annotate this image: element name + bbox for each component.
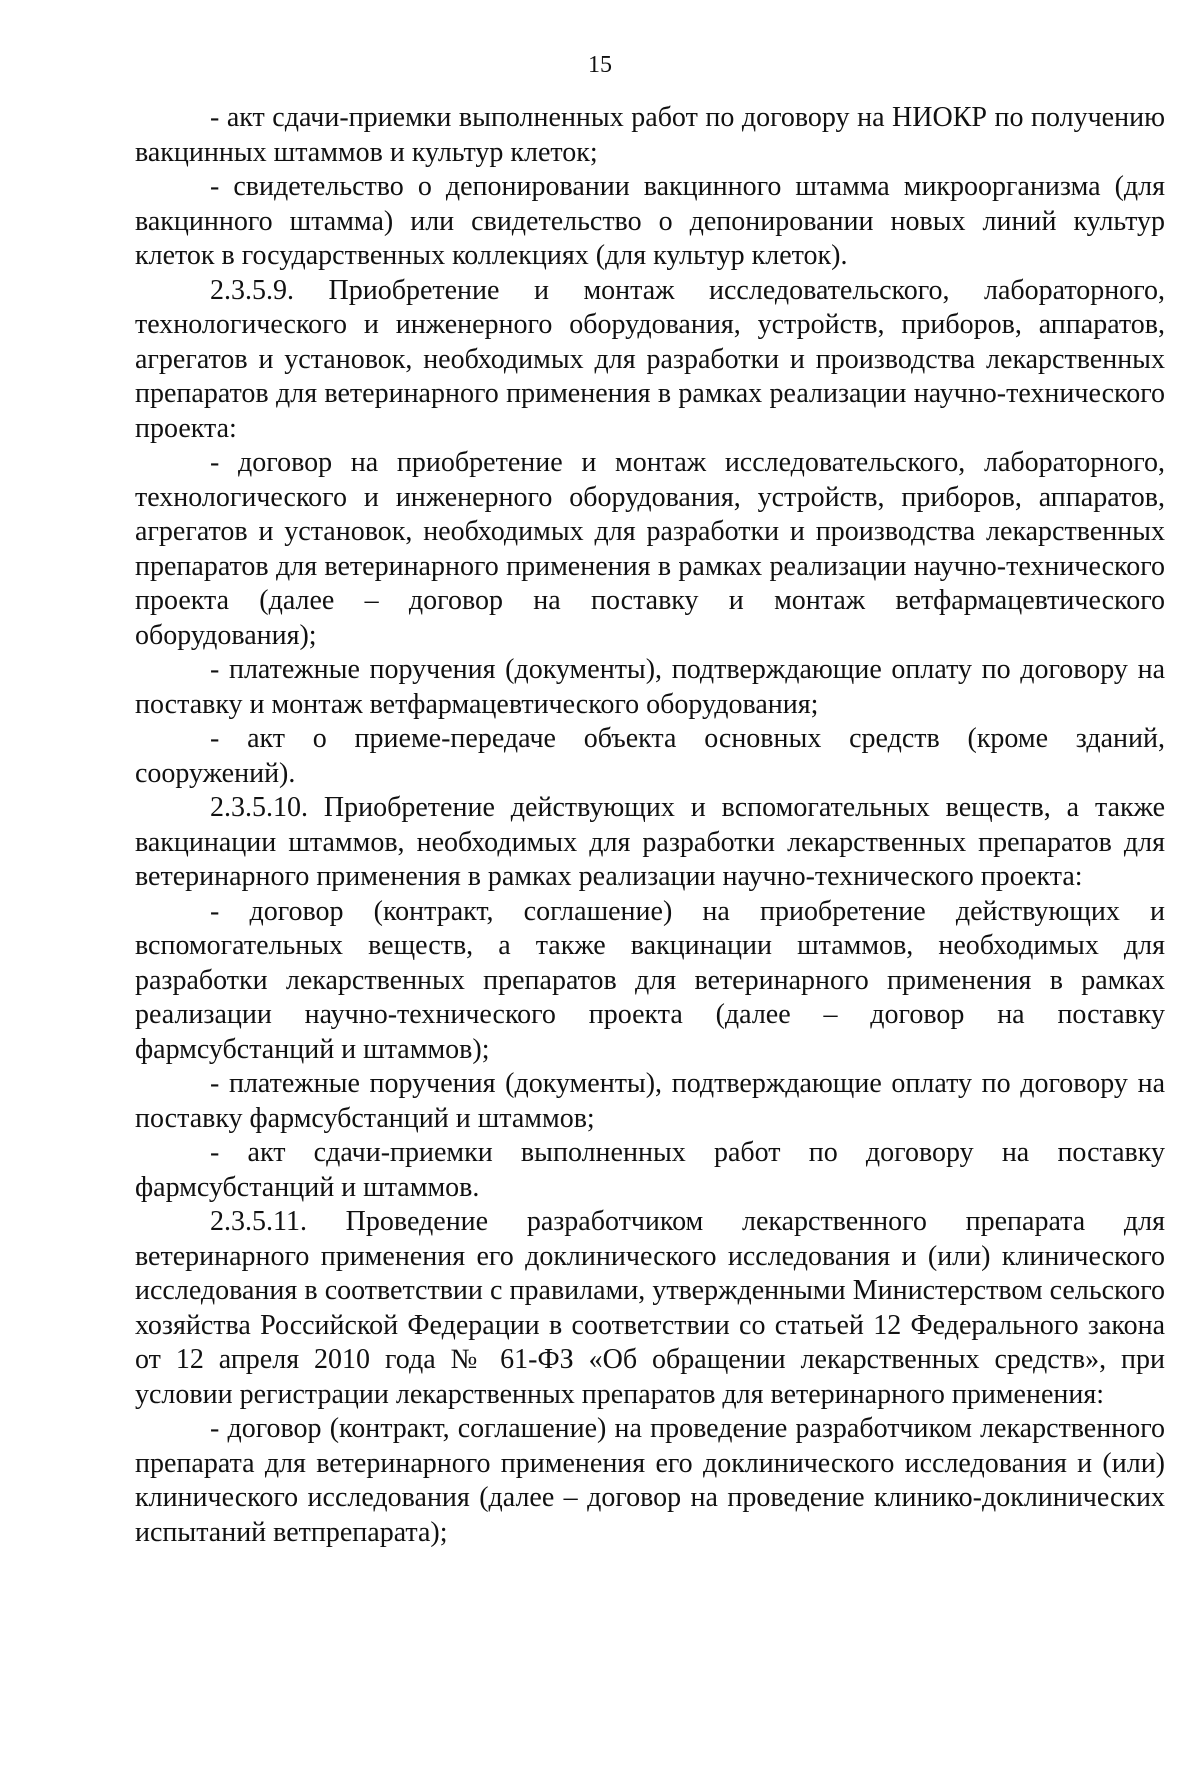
- paragraph: - акт сдачи-приемки выполненных работ по договору на поставку фармсубстанций и штаммов.: [135, 1137, 1165, 1203]
- paragraph: - платежные поручения (документы), подтверждающие оплату по договору на поставку и монтаж ветфармацевтического оборудования;: [135, 654, 1165, 720]
- paragraph: - акт о приеме-передаче объекта основных средств (кроме зданий, сооружений).: [135, 723, 1165, 789]
- paragraph: - акт сдачи-приемки выполненных работ по договору на НИОКР по получению вакцинных штаммов и культур клеток;: [135, 102, 1165, 168]
- document-body: [135, 101, 1165, 1550]
- paragraph: - договор на приобретение и монтаж исследовательского, лабораторного, технологического и инженерного оборудования, устройств, приборов, аппаратов, агрегатов и установок, необходимых для разработки и производства лекарственных препаратов для ветеринарного применения в рамках реализации научно-технического проекта (далее – договор на поставку и монтаж ветфармацевтического оборудования);: [135, 447, 1165, 651]
- paragraph: 2.3.5.10. Приобретение действующих и вспомогательных веществ, а также вакцинации штаммов, необходимых для разработки лекарственных препаратов для ветеринарного применения в рамках реализации научно-технического проекта:: [135, 792, 1165, 892]
- paragraph: - платежные поручения (документы), подтверждающие оплату по договору на поставку фармсубстанций и штаммов;: [135, 1068, 1165, 1134]
- paragraph: - свидетельство о депонировании вакцинного штамма микроорганизма (для вакцинного штамма) или свидетельство о депонировании новых линий культур клеток в государственных коллекциях (для культур клеток).: [135, 171, 1165, 271]
- paragraph: 2.3.5.11. Проведение разработчиком лекарственного препарата для ветеринарного применения его доклинического исследования и (или) клинического исследования в соответствии с правилами, утвержденными Министерством сельского хозяйства Российской Федерации в соответствии со статьей 12 Федерального закона от 12 апреля 2010 года № 61-ФЗ «Об обращении лекарственных средств», при условии регистрации лекарственных препаратов для ветеринарного применения:: [135, 1206, 1165, 1410]
- paragraph: - договор (контракт, соглашение) на проведение разработчиком лекарственного препарата для ветеринарного применения его доклинического исследования и (или) клинического исследования (далее – договор на проведение клинико-доклинических испытаний ветпрепарата);: [135, 1413, 1165, 1548]
- paragraph: - договор (контракт, соглашение) на приобретение действующих и вспомогательных веществ, а также вакцинации штаммов, необходимых для разработки лекарственных препаратов для ветеринарного применения в рамках реализации научно-технического проекта (далее – договор на поставку фармсубстанций и штаммов);: [135, 895, 1165, 1065]
- page-number: 15: [588, 52, 612, 78]
- paragraph: 2.3.5.9. Приобретение и монтаж исследовательского, лабораторного, технологического и инженерного оборудования, устройств, приборов, аппаратов, агрегатов и установок, необходимых для разработки и производства лекарственных препаратов для ветеринарного применения в рамках реализации научно-технического проекта:: [135, 274, 1165, 444]
